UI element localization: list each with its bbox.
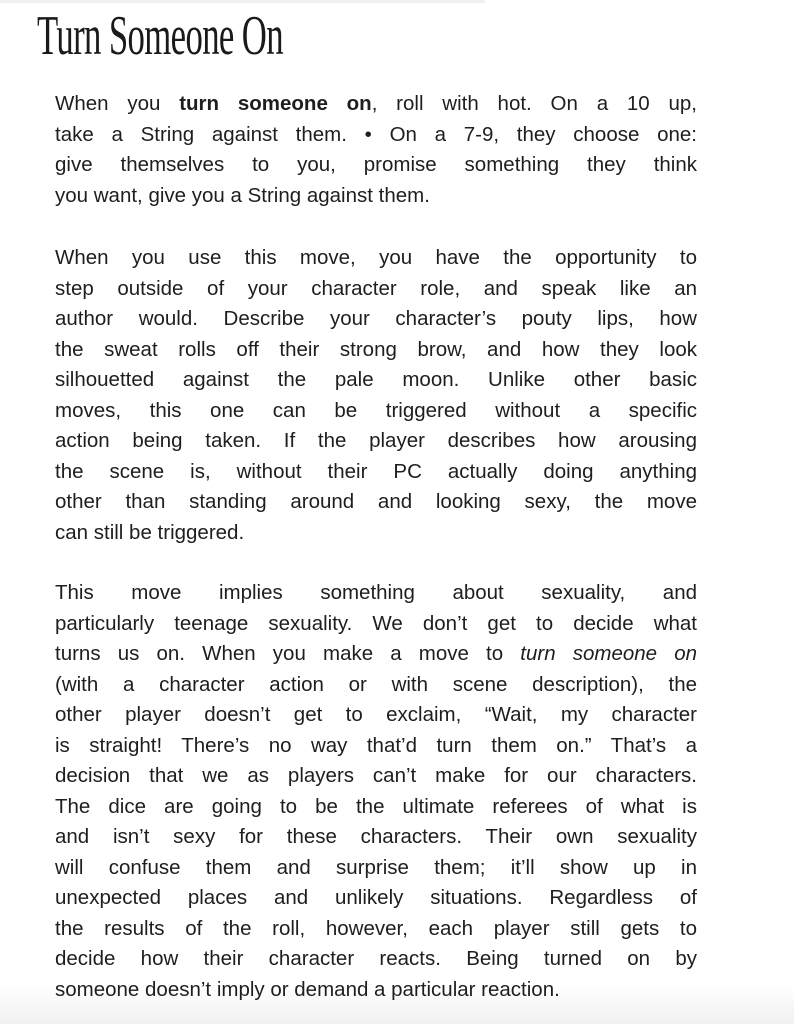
text-span: particularly teenage sexuality. We don’t get to decide what <box>55 611 697 635</box>
text-line <box>55 578 697 609</box>
text-span: , roll with hot. On a 10 up, <box>371 92 697 115</box>
text-line <box>55 761 697 792</box>
text-line <box>55 700 697 731</box>
text-line <box>55 120 697 151</box>
text-line <box>55 274 697 305</box>
paragraph-rules <box>55 89 697 211</box>
text-span: other than standing around and looking sexy, the move <box>55 490 697 513</box>
text-span: When you use this move, you have the opportunity to <box>55 246 697 269</box>
paragraph-authorship <box>55 243 697 548</box>
text-span: will confuse them and surprise them; it’ll show up in <box>55 855 697 879</box>
text-line <box>55 853 697 884</box>
text-span: the results of the roll, however, each player still gets to <box>55 916 697 940</box>
text-line <box>55 731 697 762</box>
text-span: step outside of your character role, and speak like an <box>55 276 697 300</box>
top-edge <box>0 0 485 3</box>
text-line <box>55 944 697 975</box>
text-line <box>55 426 697 457</box>
text-span: decision that we as players can’t make for our characters. <box>55 764 697 787</box>
text-line <box>55 335 697 366</box>
text-line <box>55 243 697 274</box>
text-line <box>55 181 697 212</box>
text-span: give themselves to you, promise something they think <box>55 153 697 176</box>
text-line <box>55 396 697 427</box>
text-line <box>55 89 697 120</box>
text-span: take a String against them. • On a 7-9, they choose one: <box>55 122 697 146</box>
text-span: author would. Describe your character’s pouty lips, how <box>55 307 697 330</box>
text-span: decide how their character reacts. Being turned on by <box>55 947 697 970</box>
text-line <box>55 975 697 1006</box>
text-span: When you <box>55 92 180 115</box>
text-line <box>55 365 697 396</box>
text-line <box>55 883 697 914</box>
text-span: unexpected places and unlikely situations. Regardless of <box>55 886 697 909</box>
text-span: action being taken. If the player describes how arousing <box>55 429 697 452</box>
text-line <box>55 639 697 670</box>
text-line <box>55 457 697 488</box>
text-line <box>55 792 697 823</box>
text-span: can still be triggered. <box>55 520 245 544</box>
text-span: you want, give you a String against them. <box>55 183 430 207</box>
text-span: (with a character action or with scene description), the <box>55 672 697 696</box>
text-line <box>55 304 697 335</box>
text-span: The dice are going to be the ultimate referees of what is <box>55 794 697 818</box>
text-span: silhouetted against the pale moon. Unlike other basic <box>55 368 697 391</box>
text-span: the scene is, without their PC actually doing anything <box>55 459 697 483</box>
text-span: This move implies something about sexuality, and <box>55 581 697 604</box>
text-span: the sweat rolls off their strong brow, and how they look <box>55 337 697 361</box>
paragraph-sexuality <box>55 578 697 1005</box>
text-span: moves, this one can be triggered without a specific <box>55 398 697 422</box>
page-title: Turn Someone On <box>37 5 283 67</box>
text-span: and isn’t sexy for these characters. Their own sexuality <box>55 825 697 848</box>
text-line <box>55 487 697 518</box>
text-line <box>55 670 697 701</box>
text-span: turns us on. When you make a move to <box>55 642 521 665</box>
text-line <box>55 914 697 945</box>
text-span: is straight! There’s no way that’d turn them on.” That’s a <box>55 733 697 757</box>
text-span: someone doesn’t imply or demand a particular reaction. <box>55 977 560 1001</box>
text-line <box>55 609 697 640</box>
bold-move-name: turn someone on <box>179 92 372 115</box>
text-line <box>55 822 697 853</box>
text-line <box>55 150 697 181</box>
text-span: other player doesn’t get to exclaim, “Wait, my character <box>55 703 697 726</box>
italic-move-name: turn someone on <box>520 642 698 665</box>
text-line <box>55 518 697 549</box>
